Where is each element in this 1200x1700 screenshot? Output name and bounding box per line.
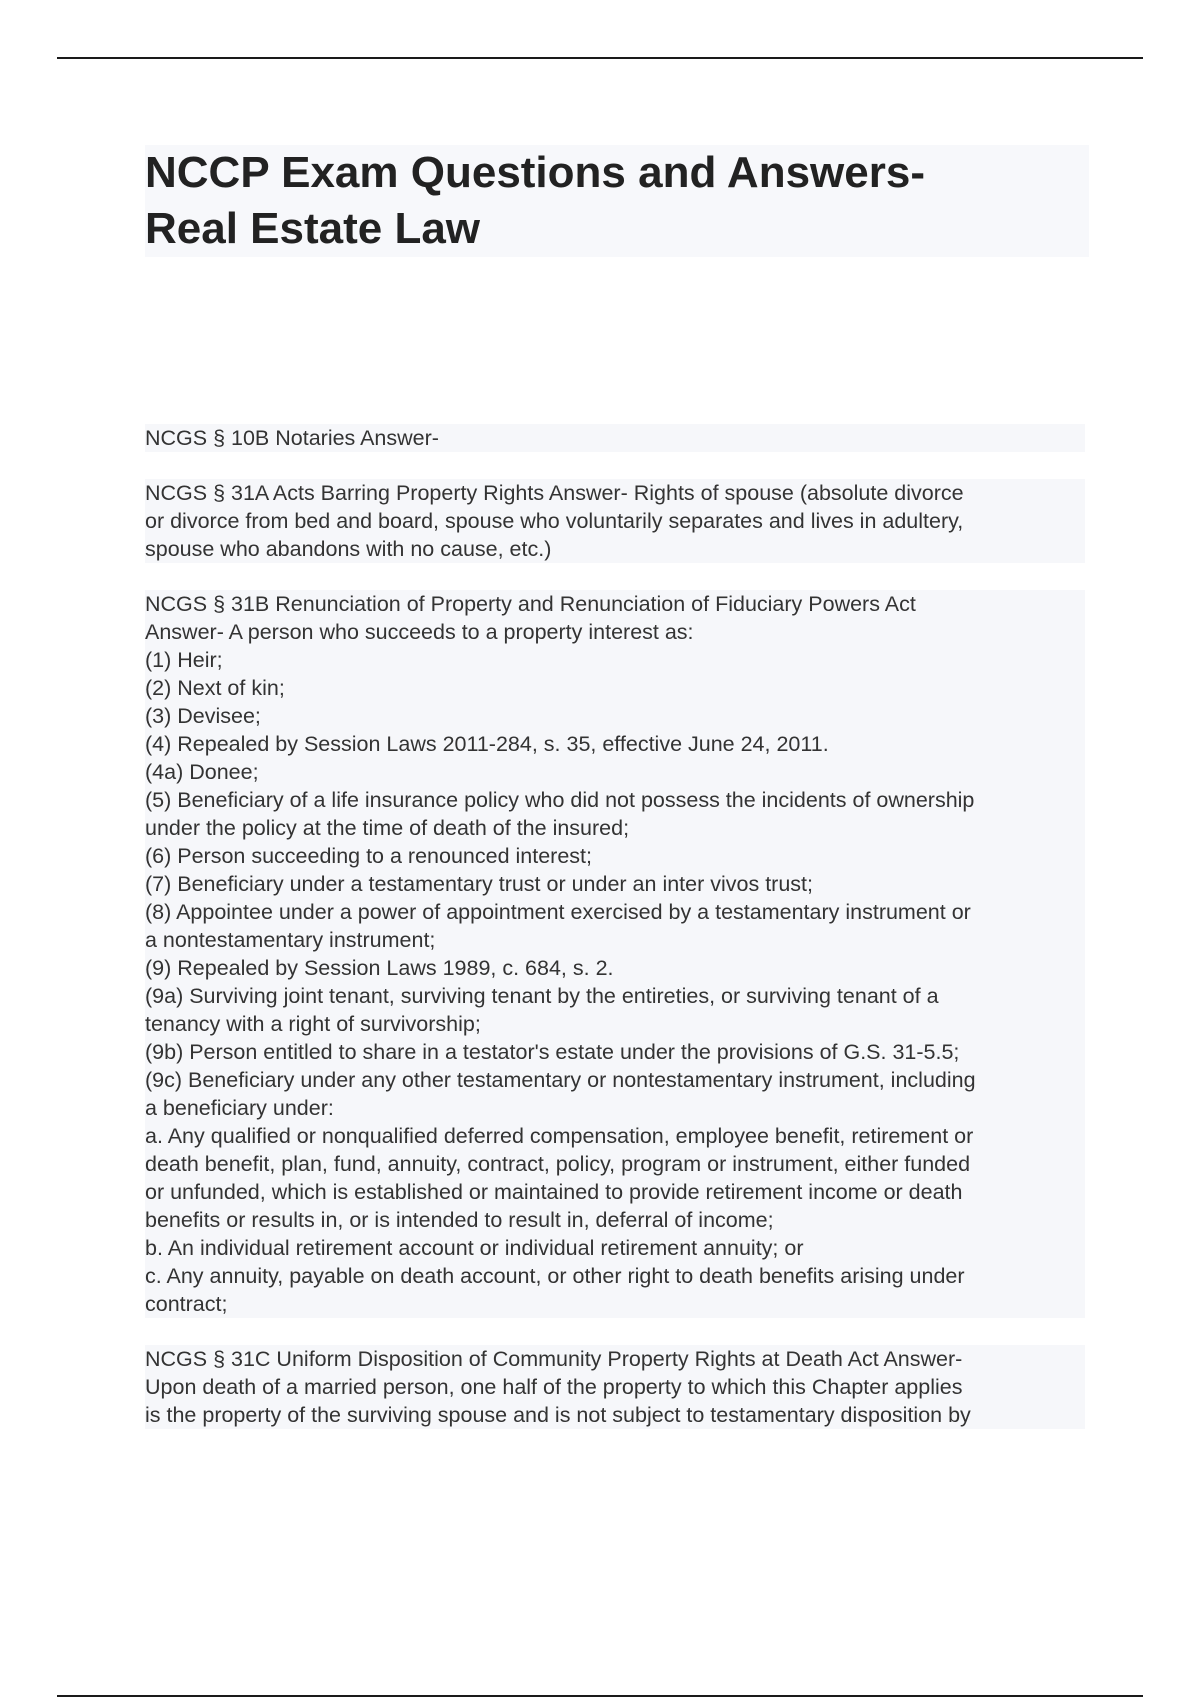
text-line: (8) Appointee under a power of appointment exercised by a testamentary instrument or (145, 898, 1085, 926)
text-line: (9c) Beneficiary under any other testamentary or nontestamentary instrument, including (145, 1066, 1085, 1094)
text-line: (9b) Person entitled to share in a testator's estate under the provisions of G.S. 31-5.5; (145, 1038, 1085, 1066)
text-line: contract; (145, 1290, 1085, 1318)
text-line: death benefit, plan, fund, annuity, contract, policy, program or instrument, either funded (145, 1150, 1085, 1178)
text-line: is the property of the surviving spouse and is not subject to testamentary disposition by (145, 1401, 1085, 1429)
text-line: spouse who abandons with no cause, etc.) (145, 535, 1085, 563)
qa-entry (145, 590, 1085, 1318)
title-line: Real Estate Law (145, 204, 481, 253)
text-line: c. Any annuity, payable on death account, or other right to death benefits arising under (145, 1262, 1085, 1290)
text-line: Answer- A person who succeeds to a property interest as: (145, 618, 1085, 646)
text-line: (4a) Donee; (145, 758, 1085, 786)
text-line: a nontestamentary instrument; (145, 926, 1085, 954)
title-line: NCCP Exam Questions and Answers- (145, 148, 925, 197)
text-line: b. An individual retirement account or individual retirement annuity; or (145, 1234, 1085, 1262)
text-line: (9) Repealed by Session Laws 1989, c. 684, s. 2. (145, 954, 1085, 982)
qa-entry (145, 424, 1085, 452)
text-line: (3) Devisee; (145, 702, 1085, 730)
text-line: (6) Person succeeding to a renounced interest; (145, 842, 1085, 870)
text-line: (1) Heir; (145, 646, 1085, 674)
top-rule (57, 57, 1143, 59)
text-line: NCGS § 10B Notaries Answer- (145, 424, 1085, 452)
text-line: Upon death of a married person, one half of the property to which this Chapter applies (145, 1373, 1085, 1401)
text-line: NCGS § 31B Renunciation of Property and Renunciation of Fiduciary Powers Act (145, 590, 1085, 618)
text-line: (7) Beneficiary under a testamentary trust or under an inter vivos trust; (145, 870, 1085, 898)
qa-entry (145, 479, 1085, 563)
text-line: tenancy with a right of survivorship; (145, 1010, 1085, 1038)
text-line: (2) Next of kin; (145, 674, 1085, 702)
text-line: (4) Repealed by Session Laws 2011-284, s. 35, effective June 24, 2011. (145, 730, 1085, 758)
text-line: a beneficiary under: (145, 1094, 1085, 1122)
text-line: (5) Beneficiary of a life insurance policy who did not possess the incidents of ownership (145, 786, 1085, 814)
bottom-rule (57, 1695, 1143, 1697)
document-title (145, 145, 1089, 257)
document-body (145, 424, 1085, 1456)
text-line: benefits or results in, or is intended to result in, deferral of income; (145, 1206, 1085, 1234)
text-line: NCGS § 31A Acts Barring Property Rights Answer- Rights of spouse (absolute divorce (145, 479, 1085, 507)
text-line: or unfunded, which is established or maintained to provide retirement income or death (145, 1178, 1085, 1206)
text-line: under the policy at the time of death of the insured; (145, 814, 1085, 842)
text-line: or divorce from bed and board, spouse who voluntarily separates and lives in adultery, (145, 507, 1085, 535)
text-line: a. Any qualified or nonqualified deferred compensation, employee benefit, retirement or (145, 1122, 1085, 1150)
text-line: (9a) Surviving joint tenant, surviving tenant by the entireties, or surviving tenant of a (145, 982, 1085, 1010)
text-line: NCGS § 31C Uniform Disposition of Community Property Rights at Death Act Answer- (145, 1345, 1085, 1373)
qa-entry (145, 1345, 1085, 1429)
